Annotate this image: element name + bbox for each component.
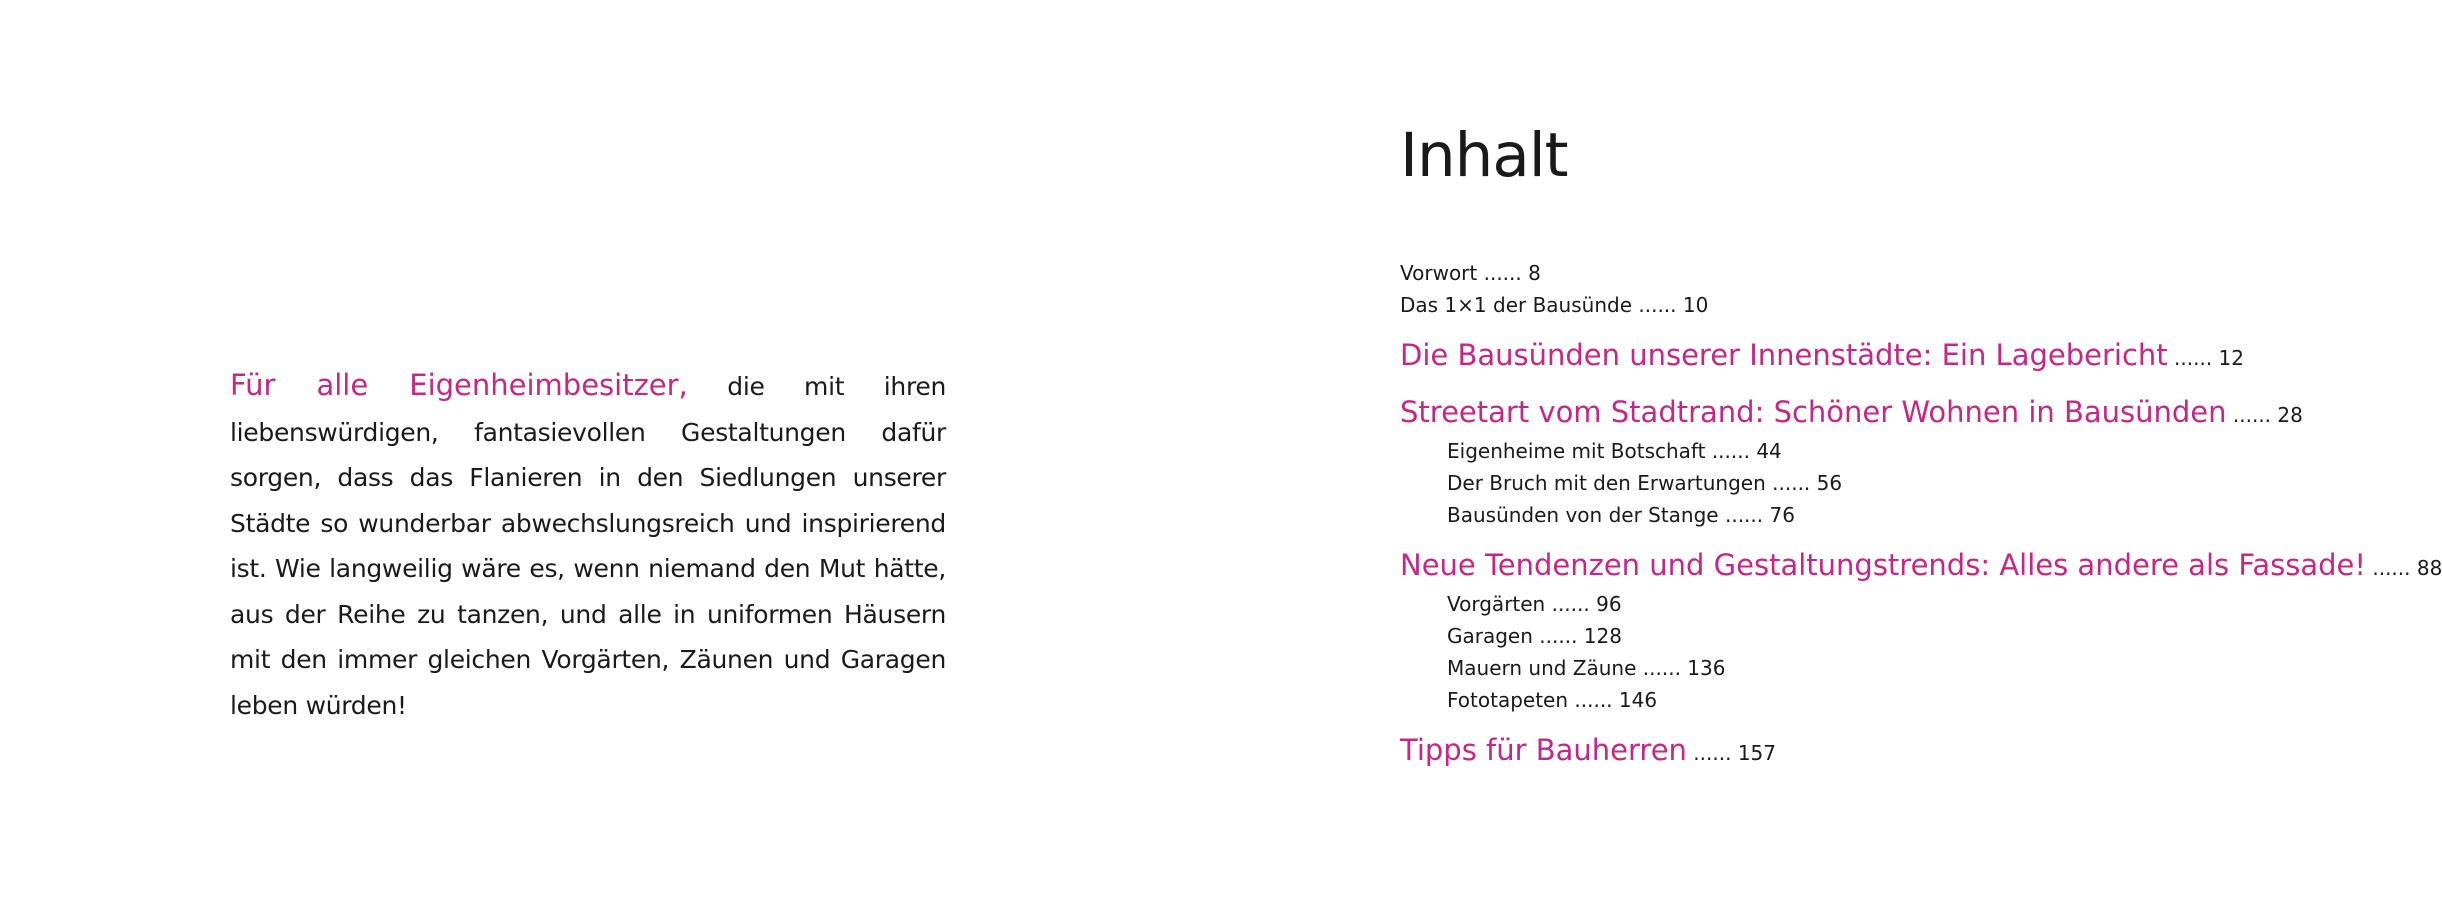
dedication-body: die mit ihren liebenswürdigen, fantasievollen Gestaltungen dafür sorgen, dass das Flanieren in den Siedlungen unserer Städte so wunderbar abwechslungsreich und inspirierend ist. Wie langweilig wäre es, wenn niemand den Mut hätte, aus der Reihe zu tanzen, und alle in uniformen Häusern mit den immer gleichen Vorgärten, Zäunen und Garagen leben würden! [230, 372, 946, 720]
toc-subchapter-entry[interactable] [1400, 499, 2360, 531]
toc-entry-title: Neue Tendenzen und Gestaltungstrends: Alles andere als Fassade! [1400, 548, 2366, 582]
toc-entry-title: Die Bausünden unserer Innenstädte: Ein Lagebericht [1400, 338, 2168, 372]
toc-dot-leader: ...... [2167, 346, 2219, 370]
toc-dot-leader: ...... [1636, 656, 1688, 680]
toc-entry-title: Das 1×1 der Bausünde [1400, 293, 1633, 317]
toc-dot-leader: ...... [1545, 592, 1597, 616]
toc-subchapter-entry[interactable] [1400, 588, 2360, 620]
toc-subchapter-entry[interactable] [1400, 435, 2360, 467]
toc-page-number: 128 [1583, 624, 1622, 648]
toc-entry-title: Der Bruch mit den Erwartungen [1447, 471, 1766, 495]
toc-page-number: 12 [2218, 346, 2244, 370]
toc-page-number: 146 [1618, 688, 1658, 712]
toc-subchapter-entry[interactable] [1400, 684, 2360, 716]
toc-entry-title: Eigenheime mit Botschaft [1447, 439, 1706, 463]
toc-subchapter-entry[interactable] [1400, 467, 2360, 499]
toc-page-number: 56 [1816, 471, 1843, 495]
dedication-lead: Für alle Eigenheimbesitzer, [230, 368, 688, 402]
toc-page-number: 96 [1596, 592, 1622, 616]
toc-page-number: 10 [1682, 293, 1709, 317]
toc-dot-leader: ...... [1532, 624, 1584, 648]
right-page [1181, 0, 2442, 924]
toc-dot-leader: ...... [1686, 741, 1738, 765]
toc-front-entry[interactable] [1400, 289, 2360, 321]
toc-front-entry[interactable] [1400, 257, 2360, 289]
toc-page-number: 28 [2277, 403, 2303, 427]
toc-subchapter-entry[interactable] [1400, 652, 2360, 684]
toc-page-number: 157 [1737, 741, 1776, 765]
toc-entry-title: Mauern und Zäune [1447, 656, 1637, 680]
toc-dot-leader: ...... [1568, 688, 1619, 712]
toc-dot-leader: ...... [1765, 471, 1817, 495]
toc-chapter-entry[interactable] [1400, 730, 2360, 773]
toc-dot-leader: ...... [2366, 556, 2417, 580]
toc-chapter-entry[interactable] [1400, 335, 2360, 378]
left-page [0, 0, 1181, 924]
toc-entry-title: Bausünden von der Stange [1447, 503, 1719, 527]
toc-entry-title: Streetart vom Stadtrand: Schöner Wohnen in Bausünden [1400, 395, 2227, 429]
toc-dot-leader: ...... [1705, 439, 1757, 463]
toc-dot-leader: ...... [1632, 293, 1683, 317]
toc-chapter-entry[interactable] [1400, 392, 2360, 435]
toc-dot-leader: ...... [1477, 261, 1529, 285]
toc-subchapter-entry[interactable] [1400, 620, 2360, 652]
toc-entry-title: Garagen [1447, 624, 1533, 648]
dedication-paragraph [230, 363, 946, 728]
toc-page-number: 136 [1687, 656, 1726, 680]
toc-page-number: 44 [1756, 439, 1782, 463]
toc-entry-title: Vorwort [1400, 261, 1478, 285]
toc-dot-leader: ...... [1718, 503, 1770, 527]
toc-entry-title: Fototapeten [1447, 688, 1569, 712]
toc-dot-leader: ...... [2226, 403, 2278, 427]
toc-title: Inhalt [1400, 120, 1568, 191]
toc-chapter-entry[interactable] [1400, 545, 2442, 588]
toc-page-number: 8 [1528, 261, 1541, 285]
toc-entry-title: Tipps für Bauherren [1400, 733, 1687, 767]
toc-page-number: 88 [2416, 556, 2442, 580]
toc-page-number: 76 [1769, 503, 1795, 527]
table-of-contents [1400, 257, 2442, 773]
toc-entry-title: Vorgärten [1447, 592, 1546, 616]
